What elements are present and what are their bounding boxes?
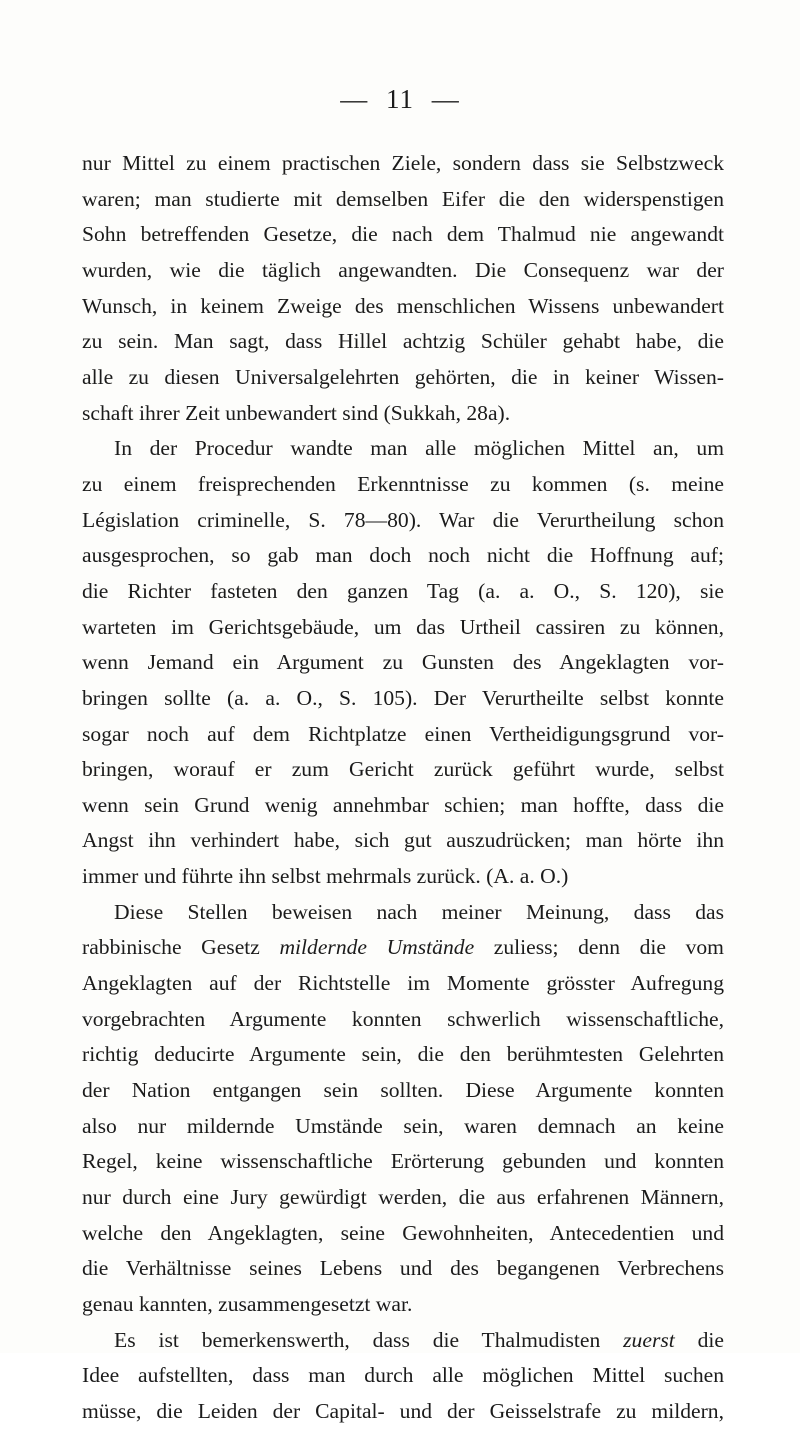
text-line: schaft ihrer Zeit unbewandert sind (Sukkah, 28a).	[82, 400, 511, 425]
text-fragment: zuliess; denn die vom	[493, 935, 724, 960]
text-line: Diese Stellen beweisen nach meiner Meinung, dass das	[114, 899, 724, 924]
text-line: zu einem freisprechenden Erkenntnisse zu kommen (s. meine	[82, 471, 724, 496]
text-line: sogar noch auf dem Richtplatze einen Vertheidigungsgrund vor-	[82, 721, 724, 746]
text-line: nur durch eine Jury gewürdigt werden, die aus erfahrenen Männern,	[82, 1185, 724, 1210]
emphasis-zuerst: zuerst	[623, 1327, 675, 1352]
header-dash-left: —	[340, 84, 369, 114]
text-line: Sohn betreffenden Gesetze, die nach dem Thalmud nie angewandt	[82, 222, 724, 247]
text-line: wenn sein Grund wenig annehmbar schien; man hoffte, dass die	[82, 792, 724, 817]
text-line: Angst ihn verhindert habe, sich gut auszudrücken; man hörte ihn	[82, 828, 724, 853]
text-line: waren; man studierte mit demselben Eifer die den widerspenstigen	[82, 186, 724, 211]
text-line: immer und führte ihn selbst mehrmals zurück. (A. a. O.)	[82, 864, 569, 889]
text-line: nur Mittel zu einem practischen Ziele, sondern dass sie Selbstzweck	[82, 151, 724, 175]
text-fragment: Es ist bemerkenswerth, dass die Thalmudisten	[114, 1327, 601, 1352]
text-line: zu sein. Man sagt, dass Hillel achtzig Schüler gehabt habe, die	[82, 329, 724, 354]
text-line: bringen, worauf er zum Gericht zurück geführt wurde, selbst	[82, 757, 724, 782]
text-line-with-emphasis	[82, 930, 724, 966]
text-line: welche den Angeklagten, seine Gewohnheiten, Antecedentien und	[82, 1220, 724, 1245]
emphasis-mildernde-umstaende: mildernde Umstände	[279, 935, 475, 960]
text-line: genau kannten, zusammengesetzt war.	[82, 1292, 413, 1316]
text-line: müsse, die Leiden der Capital- und der Geisselstrafe zu mildern,	[82, 1398, 724, 1423]
text-line: also nur mildernde Umstände sein, waren demnach an keine	[82, 1113, 724, 1138]
text-line: In der Procedur wandte man alle möglichen Mittel an, um	[114, 436, 724, 461]
body-text	[82, 146, 724, 1430]
text-line: Regel, keine wissenschaftliche Erörterung gebunden und konnten	[82, 1149, 724, 1174]
text-line: richtig deducirte Argumente sein, die den berühmtesten Gelehrten	[82, 1042, 724, 1067]
text-line: alle zu diesen Universalgelehrten gehörten, die in keiner Wissen-	[82, 364, 724, 389]
text-line: bringen sollte (a. a. O., S. 105). Der Verurtheilte selbst konnte	[82, 685, 724, 710]
text-line: Législation criminelle, S. 78—80). War die Verurtheilung schon	[82, 507, 724, 532]
text-line: wenn Jemand ein Argument zu Gunsten des Angeklagten vor-	[82, 650, 724, 675]
text-line: die Verhältnisse seines Lebens und des begangenen Verbrechens	[82, 1256, 724, 1281]
page-header	[0, 84, 800, 114]
text-line: Idee aufstellten, dass man durch alle möglichen Mittel suchen	[82, 1363, 724, 1388]
text-fragment: rabbinische Gesetz	[82, 935, 260, 960]
header-dash-right: —	[431, 84, 460, 114]
text-line: Angeklagten auf der Richtstelle im Momente grösster Aufregung	[82, 971, 724, 996]
text-line: vorgebrachten Argumente konnten schwerlich wissenschaftliche,	[82, 1006, 724, 1031]
text-line: Wunsch, in keinem Zweige des menschlichen Wissens unbewandert	[82, 293, 724, 318]
text-line: warteten im Gerichtsgebäude, um das Urtheil cassiren zu können,	[82, 614, 724, 639]
page-number: 11	[386, 84, 414, 114]
text-line: die Richter fasteten den ganzen Tag (a. a. O., S. 120), sie	[82, 578, 724, 603]
text-line: der Nation entgangen sein sollten. Diese Argumente konnten	[82, 1078, 724, 1103]
text-line: wurden, wie die täglich angewandten. Die Consequenz war der	[82, 257, 724, 282]
text-line: ausgesprochen, so gab man doch noch nicht die Hoffnung auf;	[82, 543, 724, 568]
text-fragment: die	[697, 1327, 724, 1352]
